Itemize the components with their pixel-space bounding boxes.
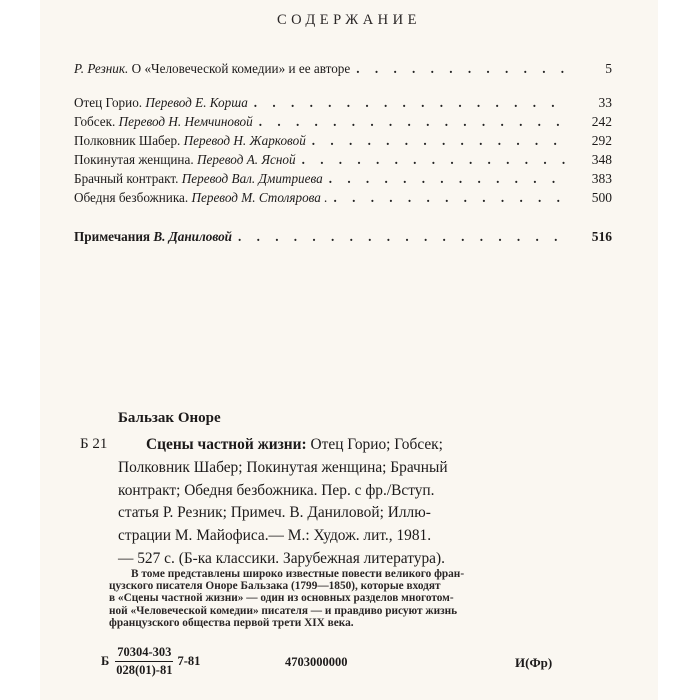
code-denominator: 028(01)-81	[116, 662, 173, 677]
intro-author: Р. Резник.	[74, 61, 129, 76]
annotation-line: в «Сцены частной жизни» — один из основных разделов многотом-	[109, 592, 454, 605]
translator: Перевод Н. Немчиновой	[118, 114, 253, 129]
toc-entry	[74, 133, 612, 151]
desc-line: — 527 с. (Б-ка классики. Зарубежная литература).	[118, 549, 445, 567]
dot-leader	[329, 171, 566, 187]
catalog-number: 4703000000	[285, 655, 348, 669]
work-title	[74, 114, 253, 130]
dot-leader	[254, 95, 566, 111]
work-title	[74, 229, 232, 245]
dot-leader	[334, 190, 567, 206]
bibliographic-description	[118, 434, 592, 571]
page-number: 516	[591, 229, 612, 244]
annotation	[109, 568, 599, 629]
notes-label: Примечания	[74, 229, 151, 244]
desc-line: Полковник Шабер; Покинутая женщина; Брачный	[118, 458, 448, 476]
book-page	[40, 0, 658, 700]
card-author: Бальзак Оноре	[118, 410, 221, 426]
toc-entry	[74, 152, 612, 170]
annotation-line: ной «Человеческой комедии» писателя — и правдиво рисуют жизнь	[109, 604, 458, 617]
code-fraction	[115, 645, 173, 678]
translator: Перевод А. Ясной	[196, 152, 296, 167]
book-title: Сцены частной жизни:	[146, 436, 307, 453]
page-number: 383	[591, 171, 612, 186]
notes-author: В. Даниловой	[153, 229, 233, 244]
dot-leader	[312, 133, 566, 149]
dot-leader	[259, 114, 566, 130]
work-name: Покинутая женщина.	[74, 152, 194, 167]
toc-entry-text	[74, 61, 350, 77]
toc-entry-notes	[74, 229, 612, 247]
work-name: Отец Горио.	[74, 95, 143, 110]
desc-line: контракт; Обедня безбожника. Пер. с фр./Вступ.	[118, 481, 435, 499]
desc-line: страции М. Майофиса.— М.: Худож. лит., 1981.	[118, 527, 432, 545]
contents-title: СОДЕРЖАНИЕ	[277, 12, 421, 28]
work-title	[74, 95, 248, 111]
page-number: 348	[591, 152, 612, 167]
shelf-mark: Б 21	[80, 436, 108, 452]
toc-entry-intro	[74, 61, 612, 79]
toc-entry	[74, 95, 612, 113]
work-title	[74, 152, 296, 168]
classification: И(Фр)	[515, 655, 553, 670]
translator: Перевод Вал. Дмитриева	[181, 171, 323, 186]
dot-leader	[238, 229, 566, 245]
translator: Перевод М. Столярова .	[191, 190, 328, 205]
toc-entry	[74, 190, 612, 208]
dot-leader	[302, 152, 566, 168]
catalog-code	[101, 643, 200, 679]
page-number: 500	[591, 190, 612, 205]
desc-text: Отец Горио; Гобсек;	[306, 436, 443, 453]
translator: Перевод Е. Корша	[145, 95, 248, 110]
page-number: 33	[598, 95, 612, 110]
code-prefix: Б	[101, 653, 110, 668]
work-title	[74, 171, 323, 187]
toc-entry	[74, 114, 612, 132]
work-name: Брачный контракт.	[74, 171, 179, 186]
desc-line	[118, 434, 592, 457]
annotation-line: цузского писателя Оноре Бальзака (1799—1850), которые входят	[109, 580, 441, 593]
intro-title: О «Человеческой комедии» и ее авторе	[128, 61, 351, 76]
work-title	[74, 133, 306, 149]
desc-line: статья Р. Резник; Примеч. В. Даниловой; Иллю-	[118, 504, 431, 522]
toc-entry	[74, 171, 612, 189]
annotation-line: французского общества первой трети XIX века.	[109, 616, 354, 629]
page-number: 5	[605, 61, 612, 76]
page-number: 292	[591, 133, 612, 148]
page-number: 242	[591, 114, 612, 129]
code-suffix: 7-81	[177, 653, 201, 668]
work-name: Полковник Шабер.	[74, 133, 181, 148]
code-numerator: 70304-303	[115, 645, 173, 662]
work-title	[74, 190, 328, 206]
work-name: Обедня безбожника.	[74, 190, 189, 205]
translator: Перевод Н. Жарковой	[183, 133, 306, 148]
work-name: Гобсек.	[74, 114, 116, 129]
annotation-line: В томе представлены широко известные повести великого фран-	[131, 568, 465, 580]
dot-leader	[356, 61, 566, 77]
